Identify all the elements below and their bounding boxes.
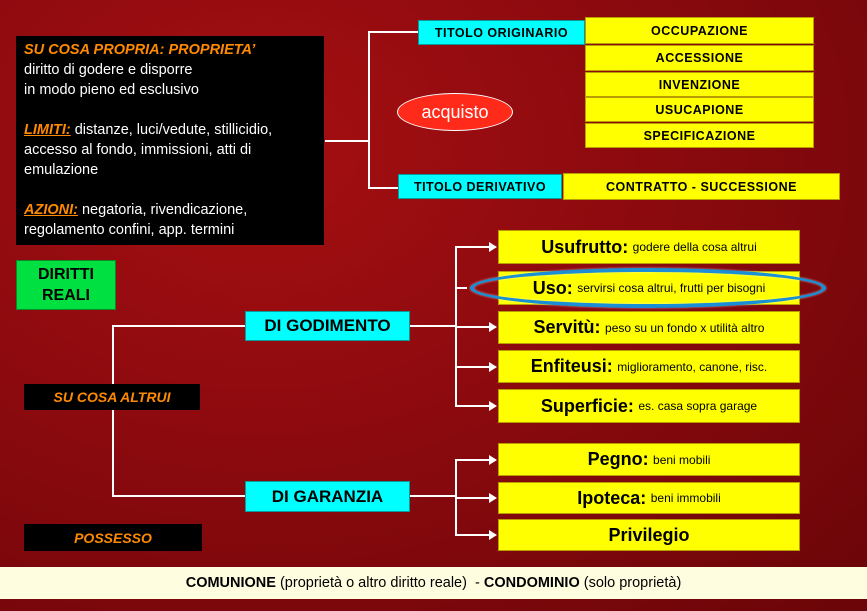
originario-mode: USUCAPIONE [585,97,814,122]
connector [112,495,245,497]
arrow-icon [489,242,497,252]
derivativo-mode: CONTRATTO - SUCCESSIONE [563,173,840,200]
connector [455,534,490,536]
proprieta-box [16,36,324,245]
connector [455,287,467,289]
arrow-icon [489,530,497,540]
originario-mode: OCCUPAZIONE [585,17,814,44]
arrow-icon [489,362,497,372]
comunione-label: COMUNIONE [185,575,276,591]
azioni-label: AZIONI: [24,202,78,218]
connector [410,325,456,327]
item-desc: godere della cosa altrui [632,240,757,254]
azioni-text: negatoria, rivendicazione, [77,202,248,218]
azioni-text: regolamento confini, app. termini [24,222,235,238]
diritti-reali-label: REALI [42,287,90,304]
item-title: Enfiteusi: [530,356,613,376]
limiti-row [24,120,316,140]
connector [455,366,490,368]
garanzia-item [498,519,800,551]
di-garanzia-box: DI GARANZIA [245,481,410,512]
footer-bar [0,567,867,599]
titolo-derivativo-box: TITOLO DERIVATIVO [398,174,562,199]
item-desc: servirsi cosa altrui, frutti per bisogni [577,281,766,295]
connector [455,405,490,407]
azioni-row [24,200,316,220]
highlight-ellipse [470,268,826,308]
godimento-item [498,311,800,344]
connector [368,187,398,189]
arrow-icon [489,455,497,465]
diritti-reali-box [16,260,116,310]
limiti-label: LIMITI: [24,122,71,138]
godimento-item [498,230,800,264]
di-godimento-box: DI GODIMENTO [245,311,410,341]
possesso-label: POSSESSO [74,529,152,546]
limiti-text: emulazione [24,162,99,178]
godimento-item [498,350,800,383]
comunione-desc: (proprietà o altro diritto reale) - [275,575,484,591]
arrow-icon [489,401,497,411]
connector [455,246,490,248]
acquisto-ellipse [397,93,513,131]
possesso-box [24,524,202,551]
proprieta-title: SU COSA PROPRIA: PROPRIETA’ [24,42,256,58]
item-desc: es. casa sopra garage [638,399,758,413]
connector [112,325,114,496]
originario-mode: ACCESSIONE [585,45,814,71]
su-cosa-altrui-box [24,384,200,410]
diritti-reali-label: DIRITTI [38,266,94,283]
garanzia-item [498,443,800,476]
connector [455,326,490,328]
connector [325,140,370,142]
titolo-originario-box: TITOLO ORIGINARIO [418,20,585,45]
item-title: Superficie: [540,395,634,416]
garanzia-item [498,482,800,514]
connector [368,31,418,33]
item-desc: beni immobili [650,491,721,505]
connector [112,325,245,327]
proprieta-definition: in modo pieno ed esclusivo [24,82,199,98]
acquisto-label: acquisto [421,101,489,122]
arrow-icon [489,322,497,332]
condominio-desc: (solo proprietà) [579,575,682,591]
originario-mode: SPECIFICAZIONE [585,123,814,148]
item-title: Usufrutto: [541,236,629,257]
item-title: Pegno: [587,449,649,469]
item-desc: beni mobili [653,452,711,467]
condominio-label: CONDOMINIO [483,575,580,591]
item-title: Uso: [532,277,573,298]
godimento-item [498,389,800,423]
item-desc: miglioramento, canone, risc. [617,359,768,374]
limiti-text: accesso al fondo, immissioni, atti di [24,142,252,158]
connector [410,495,456,497]
originario-mode: INVENZIONE [585,72,814,97]
su-cosa-altrui-label: SU COSA ALTRUI [53,389,171,405]
connector [455,497,490,499]
item-title: Servitù: [533,317,601,337]
item-title: Ipoteca: [577,487,647,508]
connector [368,32,370,188]
proprieta-definition: diritto di godere e disporre [24,62,193,78]
limiti-text: distanze, luci/vedute, stillicidio, [70,122,273,138]
item-desc: peso su un fondo x utilità altro [605,320,765,335]
item-title: Privilegio [608,524,690,545]
arrow-icon [489,493,497,503]
connector [455,459,490,461]
